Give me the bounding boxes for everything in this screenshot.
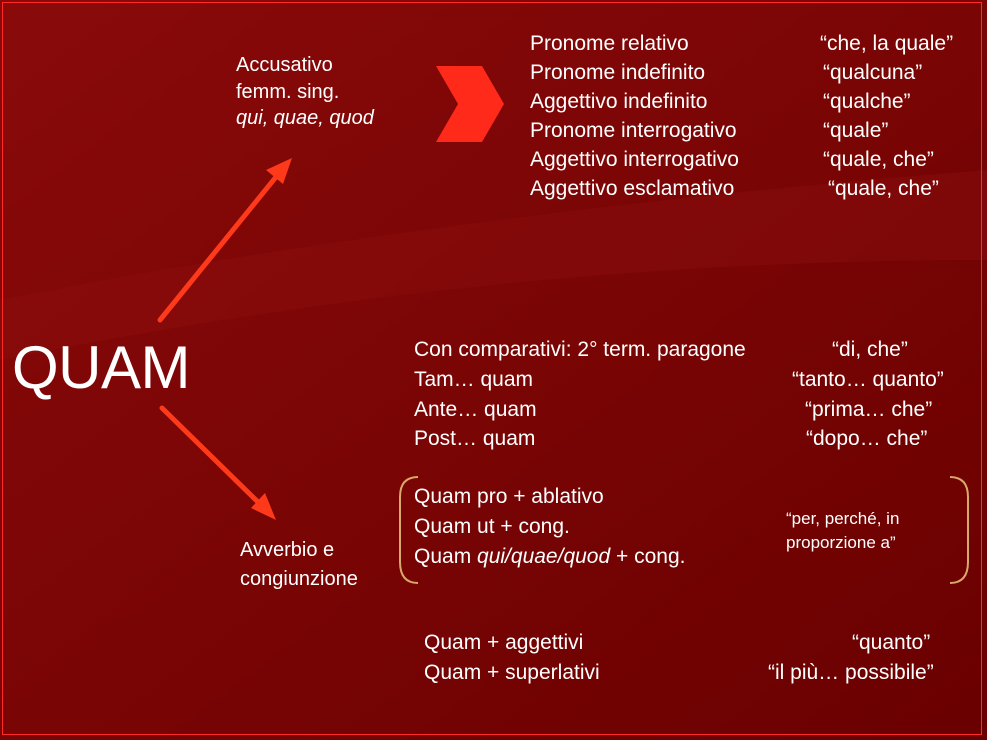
comparative-label: Ante… quam <box>414 398 537 421</box>
comparative-label: Con comparativi: 2° term. paragone <box>414 338 746 361</box>
comparative-label: Tam… quam <box>414 368 534 391</box>
pronoun-translation: “qualcuna” <box>823 61 923 84</box>
comparative-translation: “tanto… quanto” <box>792 368 944 391</box>
final-clause-prefix: Quam <box>414 545 478 568</box>
final-clause-italic: qui/quae/quod <box>477 545 611 568</box>
adverb-line-2: congiunzione <box>240 568 358 590</box>
pronoun-translation: “che, la quale” <box>820 32 954 55</box>
comparative-translation: “prima… che” <box>805 398 933 421</box>
comparative-translation: “dopo… che” <box>806 427 928 450</box>
title-quam: QUAM <box>12 334 190 401</box>
final-clause-line-3 <box>414 543 685 571</box>
adjective-label: Quam + superlativi <box>424 661 600 684</box>
accusative-block <box>236 51 374 133</box>
adjective-label: Quam + aggettivi <box>424 631 584 654</box>
pronoun-label: Aggettivo interrogativo <box>530 148 739 171</box>
adverb-block <box>240 536 358 594</box>
final-translation-line-1: “per, perché, in <box>786 509 900 528</box>
final-clause-line: Quam pro + ablativo <box>414 485 604 508</box>
final-clause-line: Quam ut + cong. <box>414 515 570 538</box>
pronoun-translation: “quale” <box>823 119 889 142</box>
pronoun-label: Aggettivo esclamativo <box>530 177 735 200</box>
pronoun-translation: “qualche” <box>823 90 911 113</box>
pronoun-label: Pronome relativo <box>530 32 689 55</box>
adverb-line-1: Avverbio e <box>240 539 335 561</box>
final-clause-translation <box>786 507 899 555</box>
accusative-line-3: qui, quae, quod <box>236 107 374 129</box>
pronoun-translation: “quale, che” <box>823 148 934 171</box>
pronoun-label: Pronome indefinito <box>530 61 706 84</box>
pronoun-labels <box>530 30 739 203</box>
pronoun-translation: “quale, che” <box>828 177 939 200</box>
comparative-label: Post… quam <box>414 427 536 450</box>
accusative-line-2: femm. sing. <box>236 81 340 103</box>
comparative-translation: “di, che” <box>832 338 908 361</box>
pronoun-label: Pronome interrogativo <box>530 119 737 142</box>
pronoun-label: Aggettivo indefinito <box>530 90 708 113</box>
adjective-translation: “quanto” <box>852 631 931 654</box>
final-clause-suffix: + cong. <box>610 545 686 568</box>
final-translation-line-2: proporzione a” <box>786 533 896 552</box>
accusative-line-1: Accusativo <box>236 54 333 76</box>
adjective-translation: “il più… possibile” <box>768 661 934 684</box>
